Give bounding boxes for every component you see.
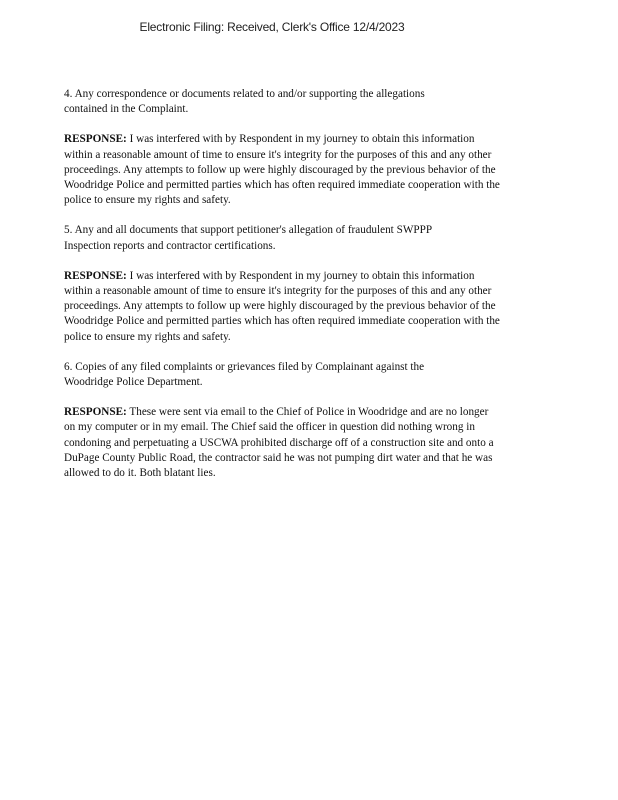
response-line: proceedings. Any attempts to follow up were highly discouraged by the previous behavior of the (64, 163, 496, 176)
response-text: These were sent via email to the Chief of Police in Woodridge and are no longer (126, 406, 489, 419)
response-label: RESPONSE: (64, 269, 127, 282)
request-line: contained in the Complaint. (64, 103, 189, 116)
response-5 (64, 269, 544, 345)
response-label: RESPONSE: (64, 406, 127, 419)
filing-stamp: Electronic Filing: Received, Clerk's Office 12/4/2023 (139, 20, 405, 34)
response-first-line (64, 405, 544, 420)
response-first-line (64, 269, 544, 284)
request-line: 6. Copies of any filed complaints or grievances filed by Complainant against the (64, 360, 425, 373)
request-5 (64, 223, 544, 253)
request-line: 4. Any correspondence or documents related to and/or supporting the allegations (64, 88, 425, 100)
document-body (64, 87, 544, 496)
response-line: proceedings. Any attempts to follow up were highly discouraged by the previous behavior of the (64, 300, 496, 313)
response-line: allowed to do it. Both blatant lies. (64, 467, 216, 480)
response-line: police to ensure my rights and safety. (64, 194, 231, 207)
request-line: Woodridge Police Department. (64, 376, 203, 389)
request-line: Inspection reports and contractor certifications. (64, 239, 276, 252)
response-line: condoning and perpetuating a USCWA prohibited discharge off of a construction site and onto a (64, 436, 494, 449)
response-first-line (64, 132, 544, 147)
response-4 (64, 132, 544, 208)
response-line: within a reasonable amount of time to ensure it's integrity for the purposes of this and any other (64, 148, 492, 161)
response-line: police to ensure my rights and safety. (64, 330, 231, 343)
response-6 (64, 405, 544, 481)
response-label: RESPONSE: (64, 133, 127, 146)
request-line: 5. Any and all documents that support petitioner's allegation of fraudulent SWPPP (64, 224, 433, 237)
response-line: Woodridge Police and permitted parties which has often required immediate cooperation with the (64, 315, 500, 328)
response-line: on my computer or in my email. The Chief said the officer in question did nothing wrong in (64, 421, 475, 434)
request-4 (64, 87, 544, 117)
response-line: Woodridge Police and permitted parties which has often required immediate cooperation with the (64, 179, 500, 192)
response-line: DuPage County Public Road, the contractor said he was not pumping dirt water and that he was (64, 451, 493, 464)
response-line: within a reasonable amount of time to ensure it's integrity for the purposes of this and any other (64, 285, 492, 298)
request-6 (64, 360, 544, 390)
response-text: I was interfered with by Respondent in my journey to obtain this information (126, 269, 475, 282)
response-text: I was interfered with by Respondent in my journey to obtain this information (126, 133, 475, 146)
